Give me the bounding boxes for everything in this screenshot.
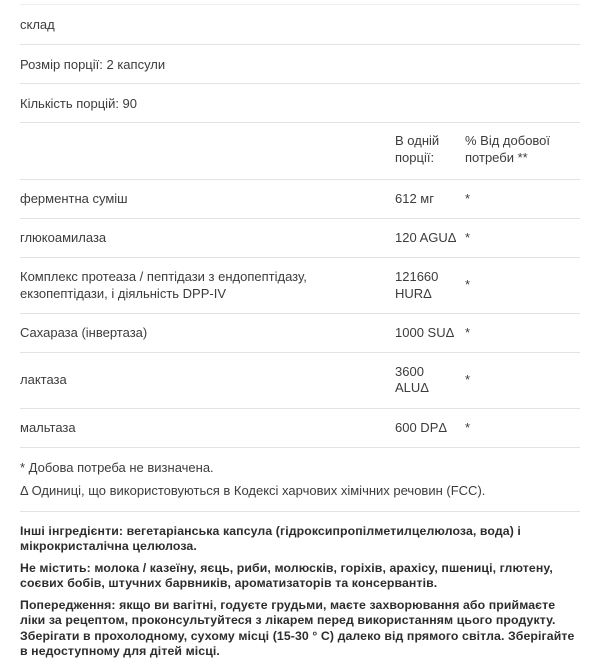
servings-per-container-row [20,84,580,123]
serving-size: Розмір порції: 2 капсули [20,56,166,72]
table-row [20,219,580,258]
table-row [20,180,580,219]
ingredient-name: ферментна суміш [20,190,128,206]
header-spacer [20,133,395,167]
column-header-amount: В одній порції: [395,133,440,165]
section-title-row [20,5,580,45]
section-title: склад [20,17,55,32]
footnote-fcc-units: Δ Одиниці, що використовуються в Кодексі харчових хімічних речовин (FCC). [20,482,486,498]
table-row [20,409,580,448]
ingredient-daily-value: * [465,419,471,435]
ingredient-amount: 3600 ALUΔ [395,364,429,396]
servings-per-container: Кількість порцій: 90 [20,95,138,111]
ingredient-name: Сахараза (інвертаза) [20,324,148,340]
footnote-daily-value: * Добова потреба не визначена. [20,459,214,475]
table-row [20,353,580,409]
ingredient-name: глюкоамилаза [20,230,107,246]
product-details [20,512,580,660]
ingredient-name: лактаза [20,372,67,388]
table-header-row [20,123,580,180]
ingredient-daily-value: * [465,324,471,340]
ingredient-daily-value: * [465,277,471,293]
ingredient-daily-value: * [465,372,471,388]
ingredient-name: Комплекс протеаза / пептідази з ендопептідазу, екзопептідази, і діяльність DPP-IV [20,269,307,301]
warning-text: Попередження: якщо ви вагітні, годуєте грудьми, маєте захворювання або приймаєте ліки за рецептом, проконсультуйтеся з лікарем перед використанням цього продукту. Зберігати в прохолодному, сухому місці (15-30 ° C) далеко від прямого світла. Зберігайте в недоступному для дітей місці. [20,597,575,659]
free-of-text: Не містить: молока / казеїну, яєць, риби, молюсків, горіхів, арахісу, пшениці, глютену, соєвих бобів, штучних барвників, ароматизаторів та консервантів. [20,560,553,591]
footnotes [20,448,580,512]
column-header-daily-value: % Від добової потреби ** [465,133,551,165]
other-ingredients-text: Інші інгредієнти: вегетаріанська капсула (гідроксипропілметилцелюлоза, вода) і мікрокристалічна целюлоза. [20,523,521,554]
ingredient-amount: 121660 HURΔ [395,269,439,301]
ingredient-daily-value: * [465,230,471,246]
ingredient-amount: 612 мг [395,190,434,206]
ingredient-amount: 600 DPΔ [395,419,448,435]
ingredient-daily-value: * [465,190,471,206]
serving-size-row [20,45,580,84]
ingredient-name: мальтаза [20,419,76,435]
table-row [20,258,580,314]
ingredient-amount: 1000 SUΔ [395,324,455,340]
ingredient-amount: 120 AGUΔ [395,230,457,246]
table-row [20,314,580,353]
